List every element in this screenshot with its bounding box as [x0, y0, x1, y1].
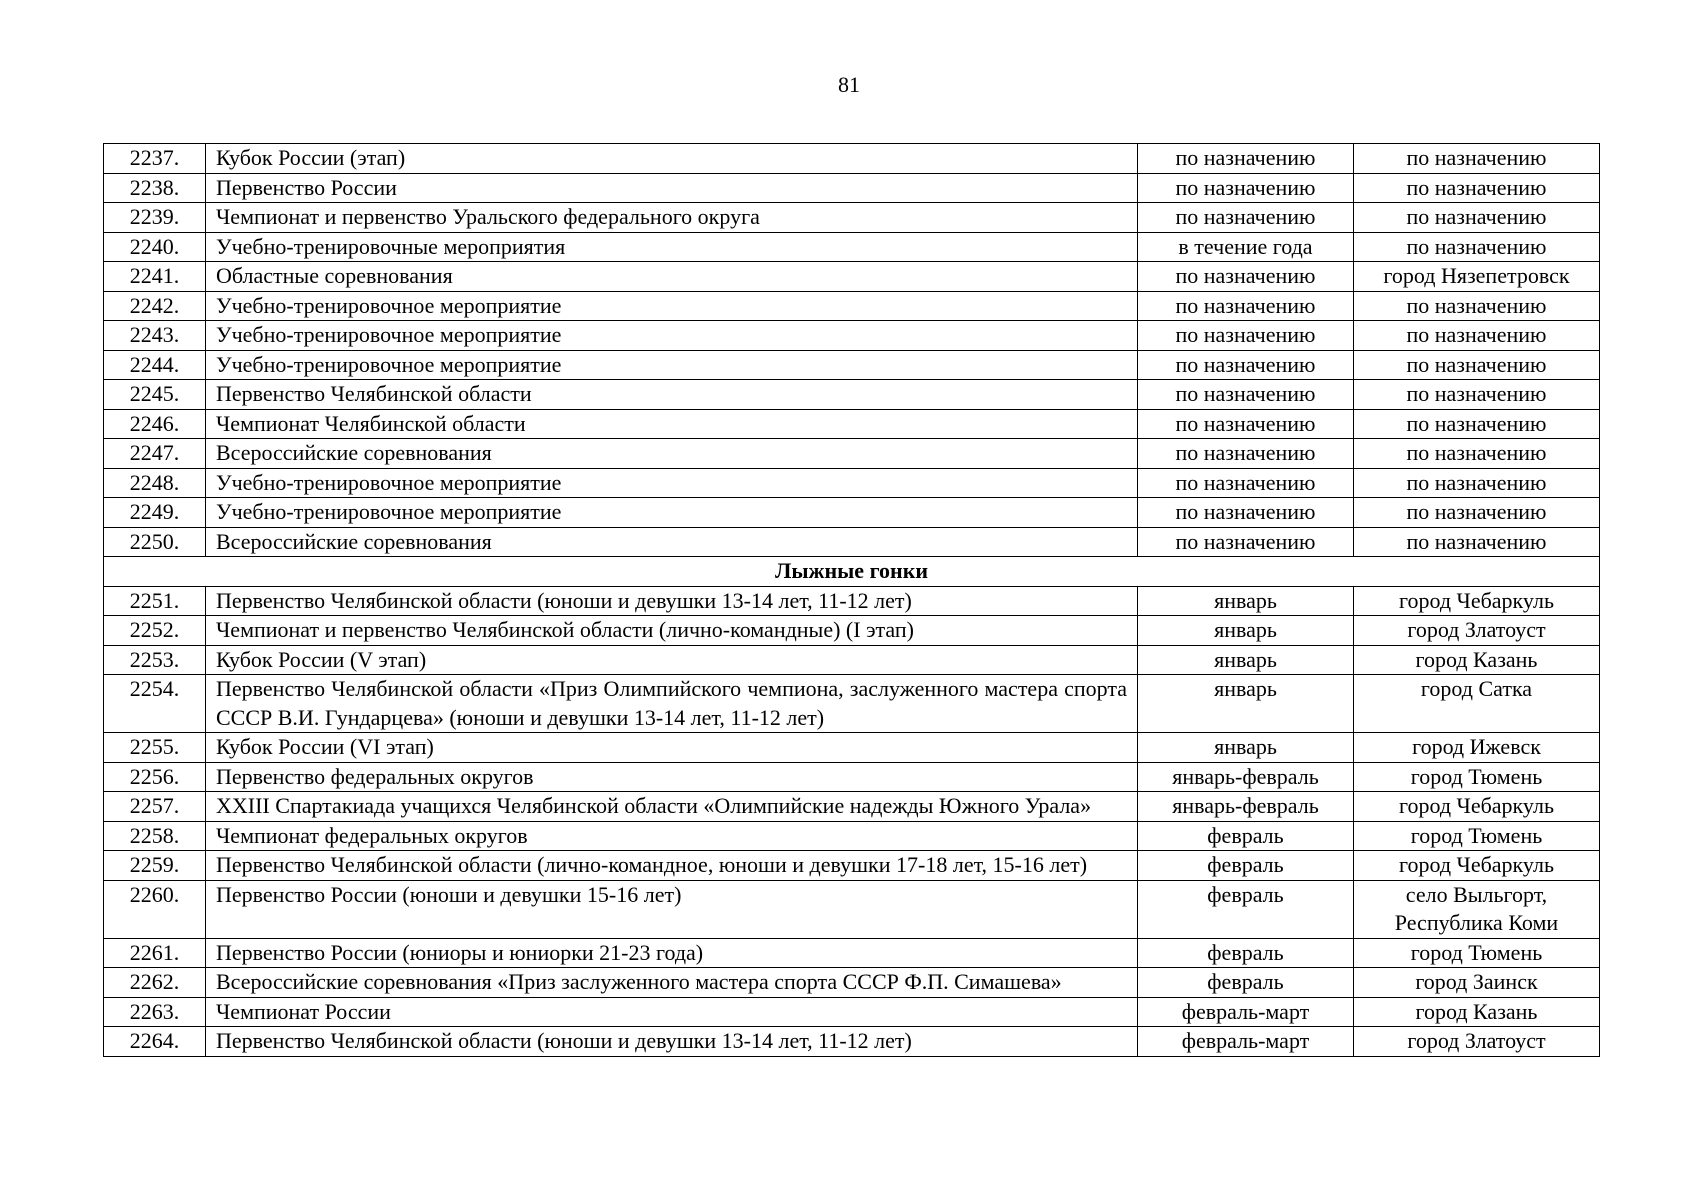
event-name: Первенство России: [206, 173, 1138, 203]
event-name: Учебно-тренировочное мероприятие: [206, 291, 1138, 321]
table-row: [104, 173, 1600, 203]
event-date: январь: [1138, 616, 1354, 646]
row-number: 2240.: [104, 232, 206, 262]
event-date: январь: [1138, 733, 1354, 763]
table-row: [104, 938, 1600, 968]
event-place: город Чебаркуль: [1354, 851, 1600, 881]
event-place: по назначению: [1354, 321, 1600, 351]
table-row: [104, 616, 1600, 646]
table-row: [104, 997, 1600, 1027]
event-place: город Чебаркуль: [1354, 792, 1600, 822]
table-row: [104, 350, 1600, 380]
event-place: по назначению: [1354, 439, 1600, 469]
table-row: [104, 232, 1600, 262]
event-name: Всероссийские соревнования: [206, 527, 1138, 557]
event-name: Чемпионат и первенство Челябинской области (лично-командные) (I этап): [206, 616, 1138, 646]
event-place: село Выльгорт, Республика Коми: [1354, 880, 1600, 938]
event-place: по назначению: [1354, 527, 1600, 557]
table-row: [104, 821, 1600, 851]
event-name: Чемпионат Челябинской области: [206, 409, 1138, 439]
event-name: XXIII Спартакиада учащихся Челябинской области «Олимпийские надежды Южного Урала»: [206, 792, 1138, 822]
event-name: Кубок России (V этап): [206, 645, 1138, 675]
row-number: 2245.: [104, 380, 206, 410]
row-number: 2251.: [104, 586, 206, 616]
event-name: Всероссийские соревнования «Приз заслуженного мастера спорта СССР Ф.П. Симашева»: [206, 968, 1138, 998]
table-row: [104, 586, 1600, 616]
row-number: 2238.: [104, 173, 206, 203]
event-date: по назначению: [1138, 350, 1354, 380]
events-table: [103, 143, 1600, 1057]
table-row: [104, 144, 1600, 174]
table-row: [104, 762, 1600, 792]
event-date: по назначению: [1138, 409, 1354, 439]
event-name: Учебно-тренировочное мероприятие: [206, 321, 1138, 351]
event-place: по назначению: [1354, 203, 1600, 233]
table-row: [104, 262, 1600, 292]
row-number: 2252.: [104, 616, 206, 646]
row-number: 2249.: [104, 498, 206, 528]
event-date: январь-февраль: [1138, 792, 1354, 822]
event-name: Первенство России (юниоры и юниорки 21-23 года): [206, 938, 1138, 968]
event-place: город Тюмень: [1354, 821, 1600, 851]
event-date: январь: [1138, 645, 1354, 675]
row-number: 2248.: [104, 468, 206, 498]
row-number: 2246.: [104, 409, 206, 439]
table-row: [104, 851, 1600, 881]
event-date: январь: [1138, 586, 1354, 616]
row-number: 2259.: [104, 851, 206, 881]
event-name: Чемпионат федеральных округов: [206, 821, 1138, 851]
event-date: по назначению: [1138, 468, 1354, 498]
table-row: [104, 1027, 1600, 1057]
table-row: [104, 527, 1600, 557]
event-place: по назначению: [1354, 380, 1600, 410]
row-number: 2261.: [104, 938, 206, 968]
event-date: февраль-март: [1138, 997, 1354, 1027]
row-number: 2244.: [104, 350, 206, 380]
table-row: [104, 321, 1600, 351]
row-number: 2260.: [104, 880, 206, 938]
event-place: город Нязепетровск: [1354, 262, 1600, 292]
event-place: по назначению: [1354, 232, 1600, 262]
row-number: 2237.: [104, 144, 206, 174]
event-name: Учебно-тренировочное мероприятие: [206, 498, 1138, 528]
row-number: 2256.: [104, 762, 206, 792]
table-row: [104, 498, 1600, 528]
event-date: по назначению: [1138, 380, 1354, 410]
event-name: Первенство России (юноши и девушки 15-16 лет): [206, 880, 1138, 938]
page-number: 81: [838, 72, 860, 97]
event-name: Первенство Челябинской области «Приз Олимпийского чемпиона, заслуженного мастера спорта СССР В.И. Гундарцева» (юноши и девушки 13-14 лет, 11-12 лет): [206, 675, 1138, 733]
section-title: Лыжные гонки: [104, 557, 1600, 587]
event-date: по назначению: [1138, 203, 1354, 233]
event-place: по назначению: [1354, 468, 1600, 498]
event-name: Чемпионат и первенство Уральского федерального округа: [206, 203, 1138, 233]
event-name: Областные соревнования: [206, 262, 1138, 292]
event-date: февраль: [1138, 821, 1354, 851]
table-row: [104, 792, 1600, 822]
event-place: город Ижевск: [1354, 733, 1600, 763]
event-date: по назначению: [1138, 144, 1354, 174]
event-date: январь: [1138, 675, 1354, 733]
event-name: Учебно-тренировочное мероприятие: [206, 468, 1138, 498]
event-name: Кубок России (VI этап): [206, 733, 1138, 763]
event-place: по назначению: [1354, 498, 1600, 528]
table-row: [104, 380, 1600, 410]
row-number: 2243.: [104, 321, 206, 351]
table-row: [104, 203, 1600, 233]
event-date: февраль: [1138, 968, 1354, 998]
table-row: [104, 675, 1600, 733]
event-place: по назначению: [1354, 144, 1600, 174]
table-row: [104, 291, 1600, 321]
event-name: Кубок России (этап): [206, 144, 1138, 174]
row-number: 2262.: [104, 968, 206, 998]
table-row: [104, 733, 1600, 763]
row-number: 2241.: [104, 262, 206, 292]
row-number: 2239.: [104, 203, 206, 233]
table-row: [104, 409, 1600, 439]
event-place: город Златоуст: [1354, 616, 1600, 646]
event-place: по назначению: [1354, 350, 1600, 380]
table-row: [104, 968, 1600, 998]
event-date: февраль: [1138, 851, 1354, 881]
row-number: 2253.: [104, 645, 206, 675]
row-number: 2254.: [104, 675, 206, 733]
event-name: Всероссийские соревнования: [206, 439, 1138, 469]
event-date: январь-февраль: [1138, 762, 1354, 792]
event-place: город Тюмень: [1354, 938, 1600, 968]
row-number: 2255.: [104, 733, 206, 763]
event-name: Учебно-тренировочные мероприятия: [206, 232, 1138, 262]
event-place: город Златоуст: [1354, 1027, 1600, 1057]
event-date: по назначению: [1138, 527, 1354, 557]
row-number: 2247.: [104, 439, 206, 469]
row-number: 2257.: [104, 792, 206, 822]
event-name: Учебно-тренировочное мероприятие: [206, 350, 1138, 380]
event-place: город Чебаркуль: [1354, 586, 1600, 616]
event-place: по назначению: [1354, 291, 1600, 321]
event-date: по назначению: [1138, 262, 1354, 292]
event-date: февраль: [1138, 938, 1354, 968]
event-date: в течение года: [1138, 232, 1354, 262]
event-name: Первенство Челябинской области (юноши и девушки 13-14 лет, 11-12 лет): [206, 1027, 1138, 1057]
section-row: [104, 557, 1600, 587]
table-row: [104, 468, 1600, 498]
event-date: по назначению: [1138, 498, 1354, 528]
row-number: 2250.: [104, 527, 206, 557]
event-place: по назначению: [1354, 173, 1600, 203]
event-place: город Казань: [1354, 645, 1600, 675]
table-row: [104, 439, 1600, 469]
row-number: 2242.: [104, 291, 206, 321]
event-name: Первенство Челябинской области (юноши и девушки 13-14 лет, 11-12 лет): [206, 586, 1138, 616]
row-number: 2258.: [104, 821, 206, 851]
event-place: город Казань: [1354, 997, 1600, 1027]
table-row: [104, 880, 1600, 938]
event-place: город Сатка: [1354, 675, 1600, 733]
event-place: город Заинск: [1354, 968, 1600, 998]
event-name: Первенство федеральных округов: [206, 762, 1138, 792]
event-place: город Тюмень: [1354, 762, 1600, 792]
event-date: по назначению: [1138, 321, 1354, 351]
event-name: Первенство Челябинской области (лично-командное, юноши и девушки 17-18 лет, 15-16 лет): [206, 851, 1138, 881]
table-row: [104, 645, 1600, 675]
event-place: по назначению: [1354, 409, 1600, 439]
event-date: по назначению: [1138, 173, 1354, 203]
event-name: Чемпионат России: [206, 997, 1138, 1027]
event-date: февраль: [1138, 880, 1354, 938]
row-number: 2264.: [104, 1027, 206, 1057]
event-date: по назначению: [1138, 439, 1354, 469]
row-number: 2263.: [104, 997, 206, 1027]
event-name: Первенство Челябинской области: [206, 380, 1138, 410]
event-date: февраль-март: [1138, 1027, 1354, 1057]
event-date: по назначению: [1138, 291, 1354, 321]
